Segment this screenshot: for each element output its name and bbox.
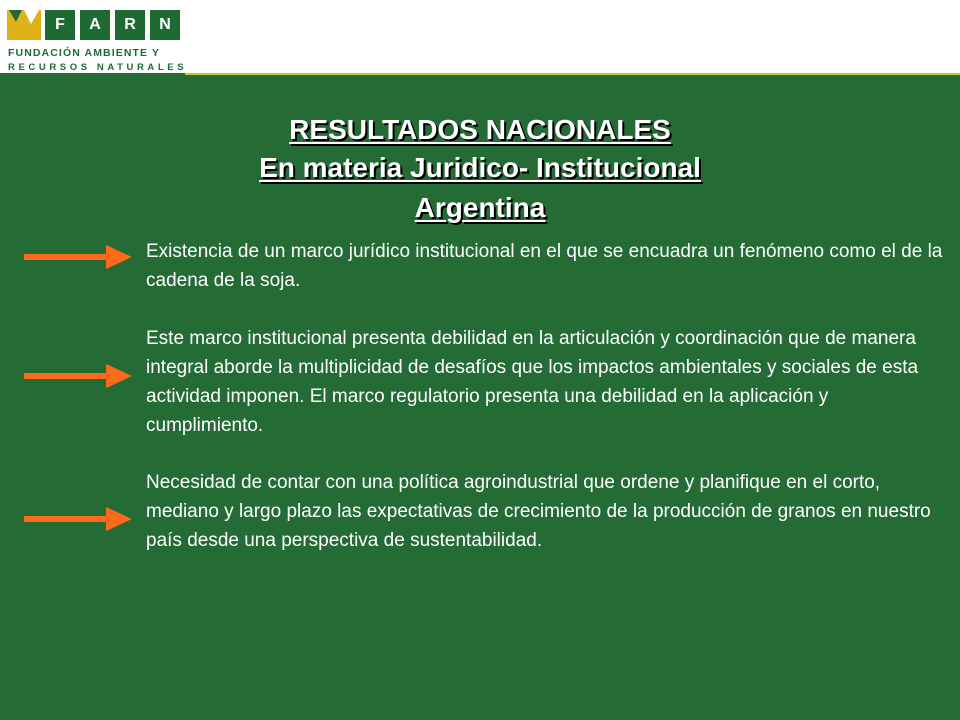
- header: [0, 0, 960, 73]
- right-arrow-icon: [24, 245, 132, 269]
- right-arrow-icon: [24, 364, 132, 388]
- logo-name-line2: RECURSOS NATURALES: [8, 62, 188, 73]
- bullet-item-3: Necesidad de contar con una política agroindustrial que ordene y planifique en el corto, mediano y largo plazo las expectativas de crecimiento de la producción de granos en nuestro país desde una perspectiva de sustentabilidad.: [146, 472, 931, 551]
- logo-letter-a: A: [80, 10, 110, 40]
- logo-mark-icon: [7, 10, 41, 40]
- logo-letter-f: F: [45, 10, 75, 40]
- slide-title-line3: Argentina: [414, 192, 546, 223]
- bullet-item-1: Existencia de un marco jurídico institucional en el que se encuadra un fenómeno como el de la cadena de la soja.: [146, 241, 943, 291]
- right-arrow-icon: [24, 507, 132, 531]
- bullet-item-2: Este marco institucional presenta debilidad en la articulación y coordinación que de manera integral aborde la multiplicidad de desafíos que los impactos ambientales y sociales de esta actividad imponen. El marco regulatorio presenta una debilidad en la aplicación y cumplimiento.: [146, 328, 919, 436]
- slide-title-line2: En materia Juridico- Institucional: [259, 152, 701, 183]
- farn-logo: [7, 10, 187, 74]
- logo-letter-r: R: [115, 10, 145, 40]
- logo-letter-n: N: [150, 10, 180, 40]
- logo-letter-boxes: [7, 10, 187, 40]
- slide-title-line1: RESULTADOS NACIONALES: [289, 114, 671, 145]
- logo-name-line1: FUNDACIÓN AMBIENTE Y: [8, 47, 161, 59]
